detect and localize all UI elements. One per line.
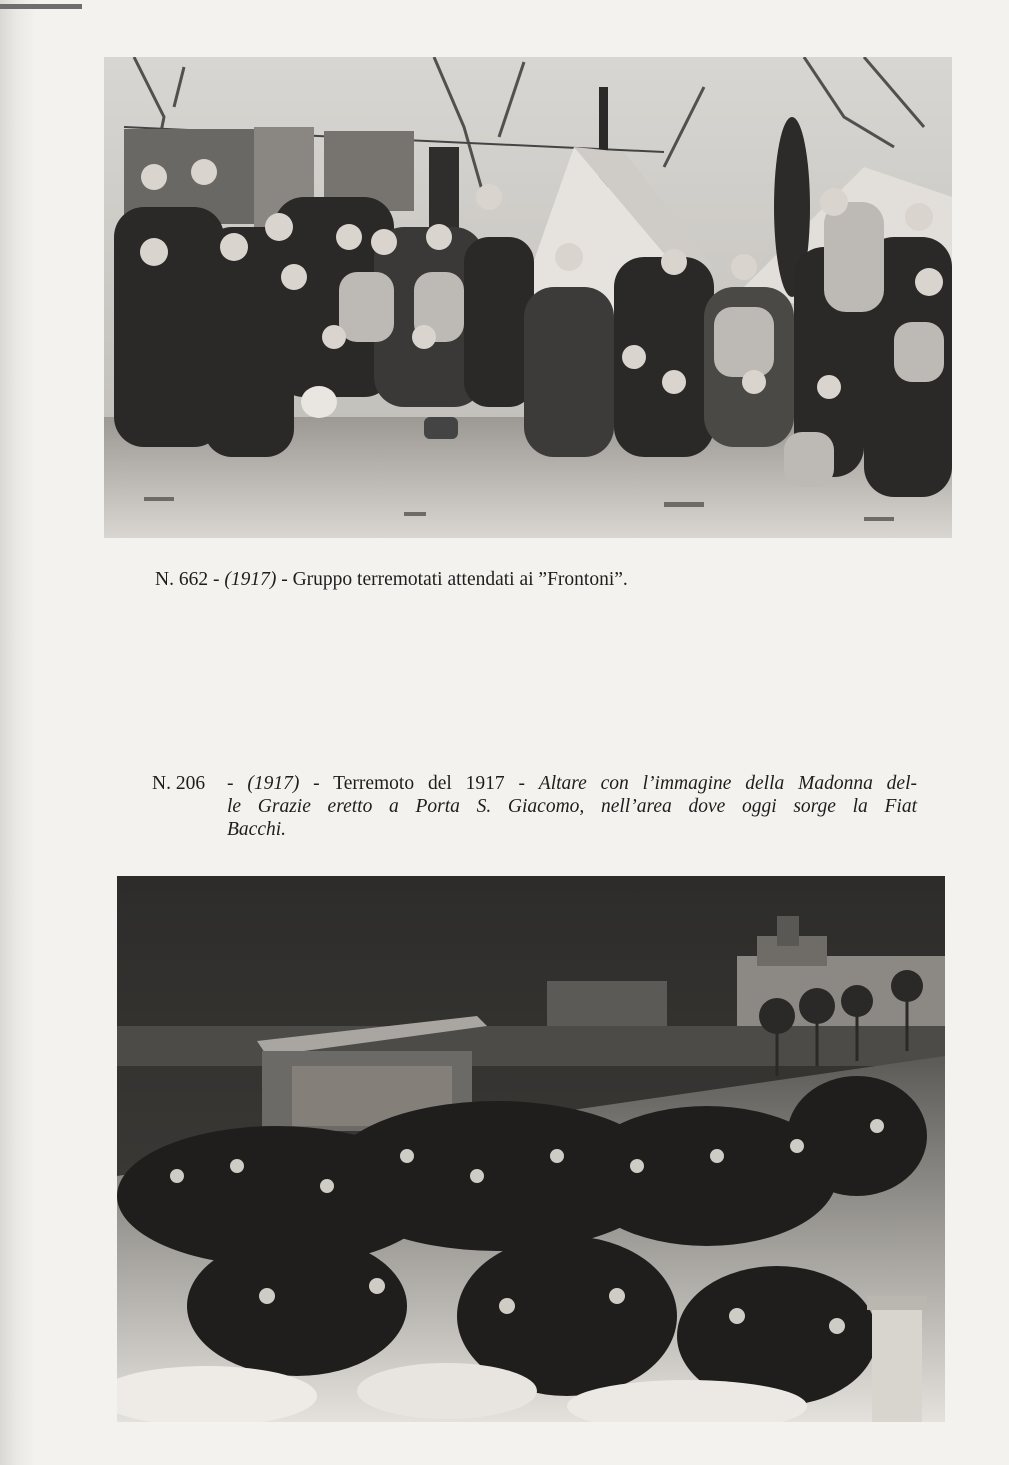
camp-photo-illustration	[104, 57, 952, 538]
caption-number: N. 206	[152, 773, 206, 794]
caption-separator: -	[208, 569, 225, 590]
photo-earthquake-victims-camp	[104, 57, 952, 538]
caption-year: (1917)	[224, 569, 277, 590]
caption-photo-662	[155, 568, 628, 591]
scan-edge-mark	[0, 4, 82, 9]
caption-line-3: Bacchi.	[227, 819, 287, 840]
caption-separator: -	[504, 773, 539, 794]
caption-text: Gruppo terremotati attendati ai ”Frontoni”.	[292, 569, 628, 590]
caption-number: N. 662	[155, 569, 209, 590]
caption-photo-206	[152, 772, 917, 841]
caption-year: (1917)	[247, 773, 300, 794]
caption-separator: -	[299, 773, 334, 794]
caption-separator: -	[276, 569, 293, 590]
scan-edge-shadow	[0, 0, 36, 1465]
photo-altar-porta-san-giacomo	[117, 876, 945, 1422]
caption-lead: Terremoto del 1917	[333, 773, 505, 794]
caption-italic-line-1: Altare con l’immagine della Madonna del-	[538, 773, 917, 794]
caption-line-2: le Grazie eretto a Porta S. Giacomo, nell’area dove oggi sorge la Fiat	[227, 796, 917, 817]
caption-body	[152, 772, 917, 841]
caption-line-1	[227, 772, 917, 795]
caption-separator: -	[227, 773, 248, 794]
altar-crowd-photo-illustration	[117, 876, 945, 1422]
